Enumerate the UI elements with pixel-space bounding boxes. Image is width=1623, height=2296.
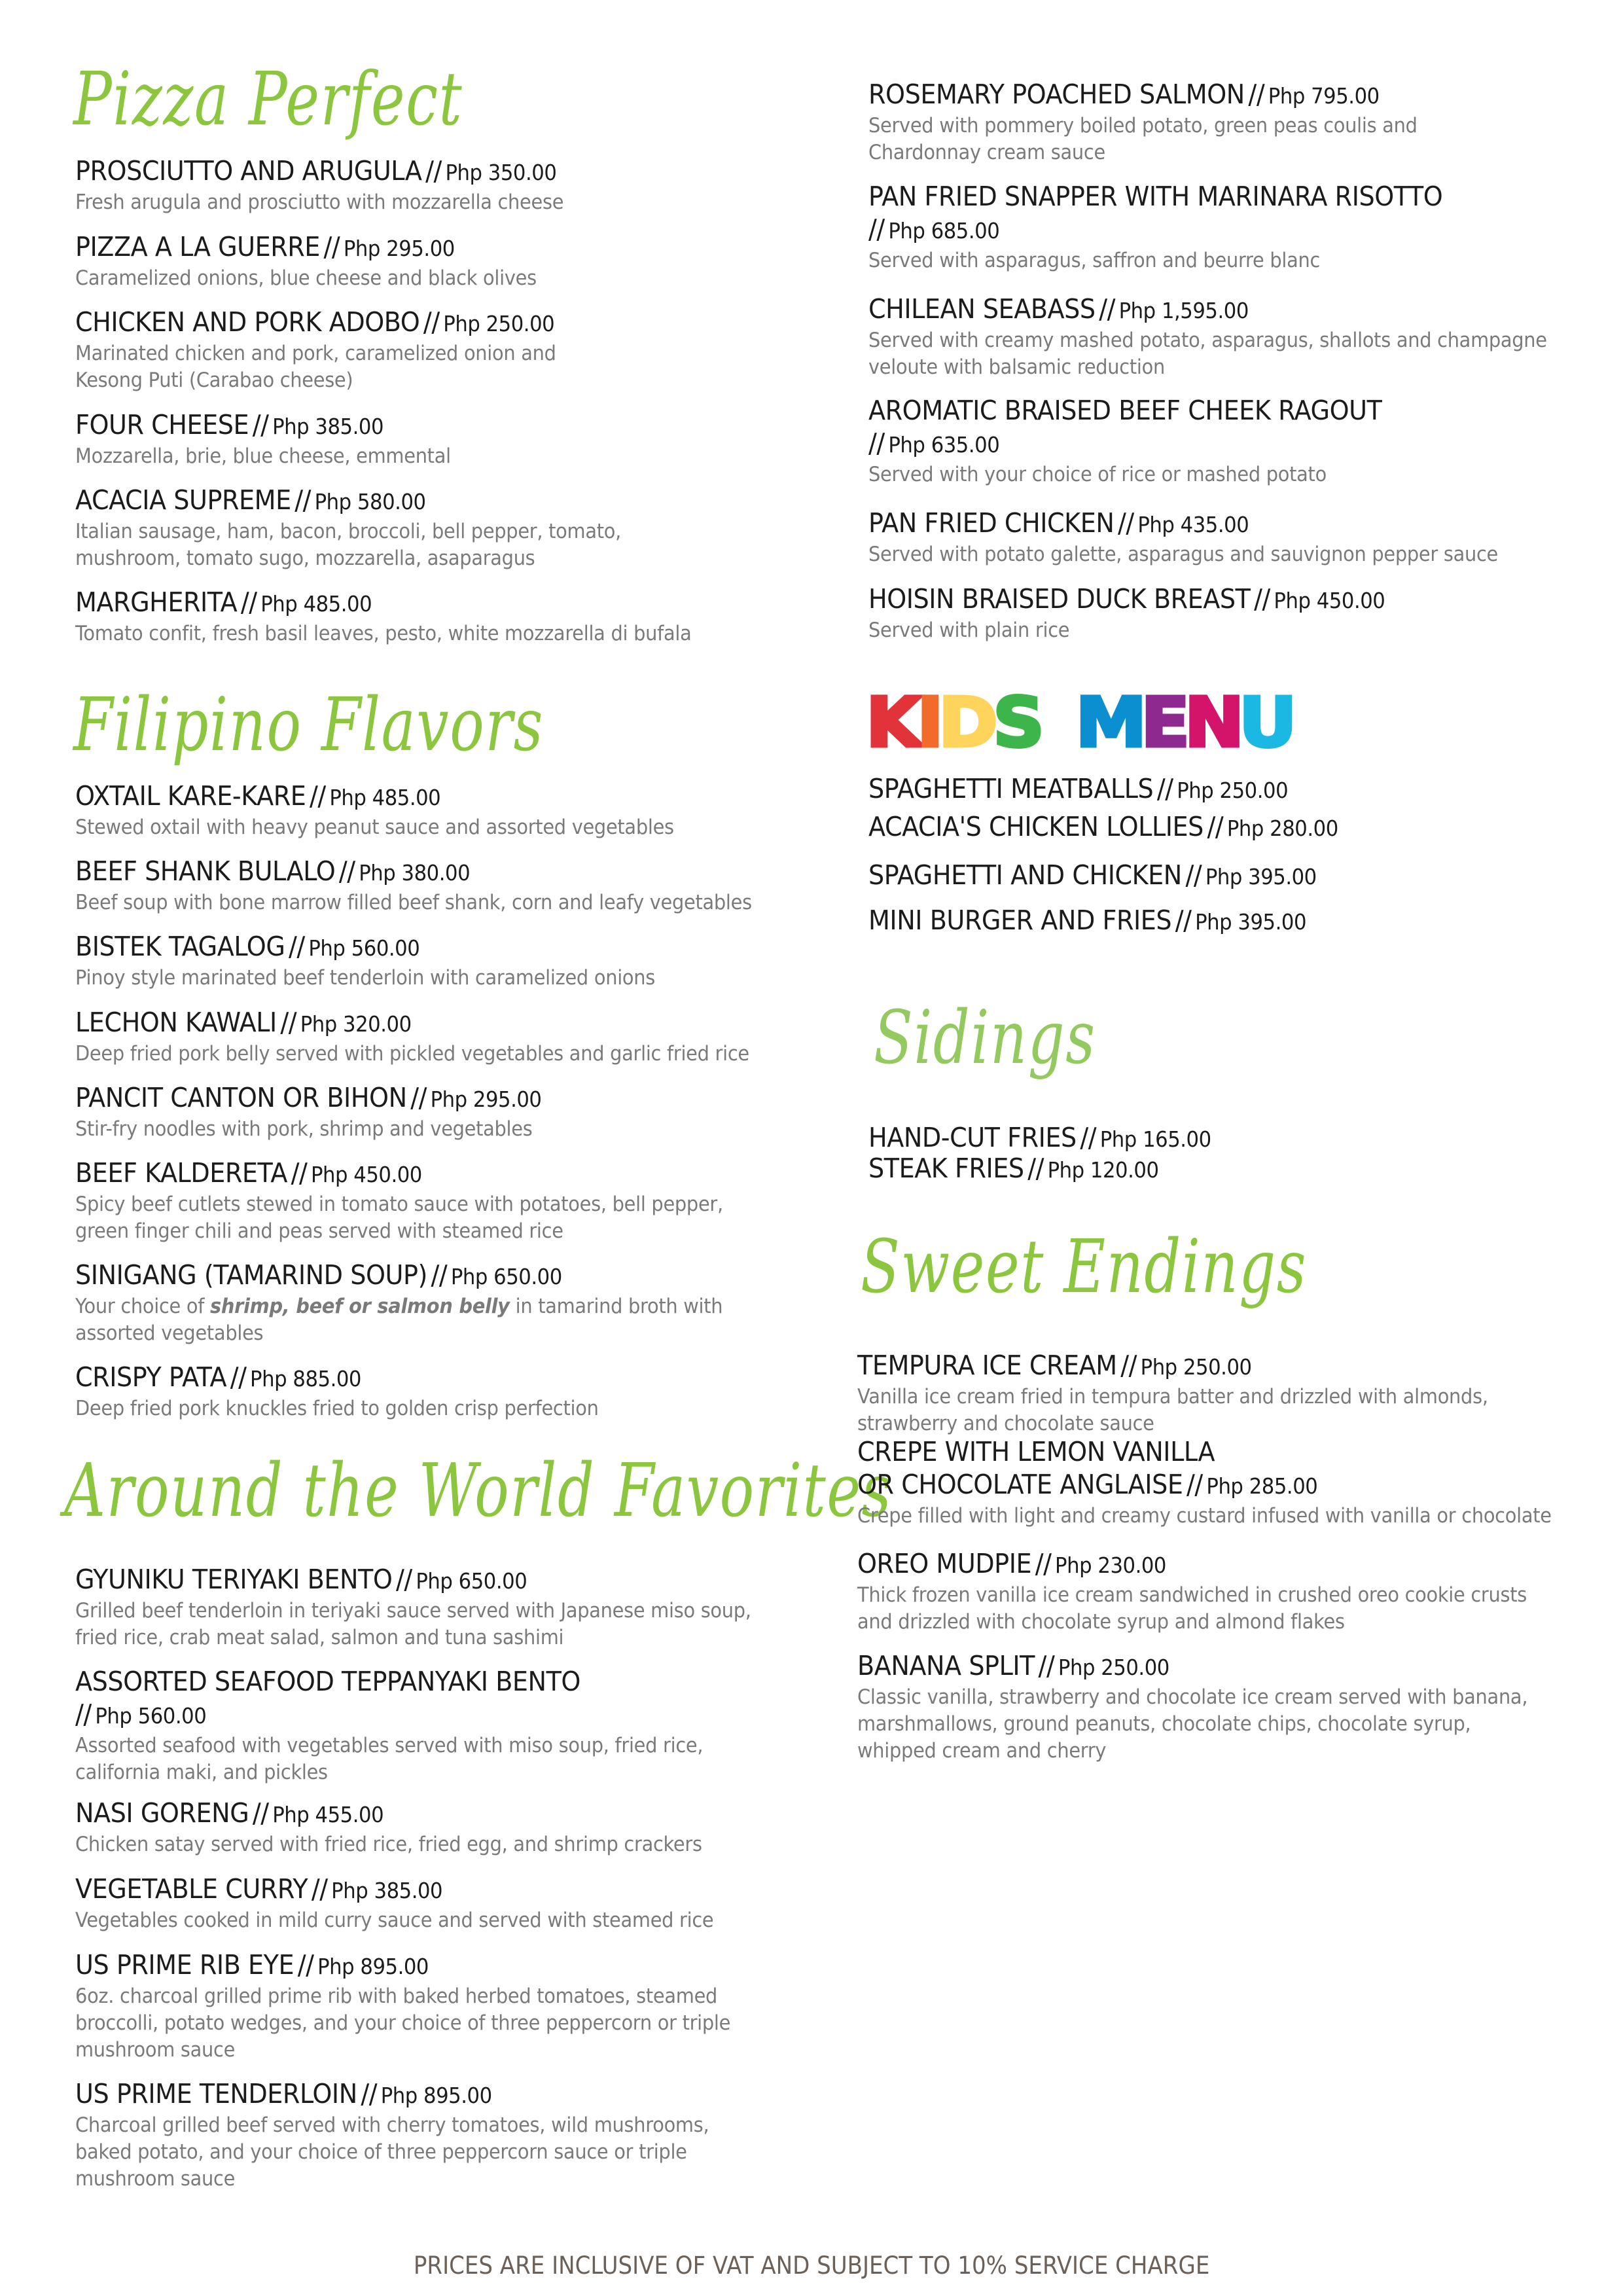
kids-menu-title	[866, 683, 1294, 762]
item-price: Php 450.00	[310, 1162, 422, 1187]
section-title-pizza: Pizza Perfect	[73, 57, 463, 142]
item-description: Stewed oxtail with heavy peanut sauce and assorted vegetables	[75, 816, 674, 839]
desc-text: Your choice of	[75, 1295, 211, 1318]
item-price: Php 250.00	[1058, 1655, 1169, 1680]
menu-item	[868, 772, 1319, 807]
menu-item	[75, 306, 815, 394]
item-name: US PRIME TENDERLOIN	[75, 2078, 357, 2109]
separator: //	[1035, 1548, 1052, 1579]
item-description: veloute with balsamic reduction	[868, 355, 1165, 379]
item-description: mushroom, tomato sugo, mozzarella, asaparagus	[75, 547, 535, 570]
item-description: Caramelized onions, blue cheese and black olives	[75, 266, 537, 290]
separator: //	[1117, 507, 1134, 539]
menu-item	[868, 180, 1608, 274]
separator: //	[410, 1082, 427, 1113]
kids-letter: E	[1141, 683, 1187, 762]
item-price: Php 320.00	[300, 1011, 412, 1037]
menu-item	[75, 930, 815, 992]
item-price: Php 685.00	[888, 218, 1000, 243]
item-description: broccolli, potato wedges, and your choice of three peppercorn or triple	[75, 2011, 731, 2035]
menu-item	[75, 1259, 815, 1347]
item-description: Mozzarella, brie, blue cheese, emmental	[75, 444, 451, 468]
item-price: Php 485.00	[329, 785, 441, 810]
item-description: Fresh arugula and prosciutto with mozzarella cheese	[75, 190, 564, 214]
separator: //	[1038, 1650, 1055, 1681]
separator: //	[240, 586, 257, 618]
item-price: Php 295.00	[343, 236, 455, 261]
item-name: CHICKEN AND PORK ADOBO	[75, 306, 420, 338]
kids-letter: N	[1185, 683, 1242, 762]
menu-item	[868, 810, 1374, 845]
item-price: Php 385.00	[272, 414, 384, 439]
item-description: Crepe filled with light and creamy custard infused with vanilla or chocolate	[857, 1504, 1552, 1528]
item-name: ACACIA SUPREME	[75, 484, 291, 516]
menu-item	[75, 1948, 815, 2064]
menu-item	[75, 1081, 815, 1143]
item-price: Php 560.00	[308, 935, 420, 961]
menu-item	[868, 507, 1608, 568]
kids-letter: I	[916, 683, 941, 762]
item-description: Chardonnay cream sauce	[868, 141, 1105, 164]
menu-item	[868, 904, 1339, 939]
item-name: VEGETABLE CURRY	[75, 1873, 308, 1905]
section-title-filipino: Filipino Flavors	[73, 683, 544, 768]
item-name: BISTEK TAGALOG	[75, 931, 285, 962]
item-name: MARGHERITA	[75, 586, 238, 618]
item-name: MINI BURGER AND FRIES	[868, 905, 1172, 936]
separator: //	[1156, 773, 1173, 804]
item-price: Php 350.00	[445, 160, 557, 185]
item-description: Classic vanilla, strawberry and chocolate ice cream served with banana,	[857, 1685, 1528, 1709]
menu-item	[75, 586, 815, 647]
separator: //	[1175, 905, 1192, 936]
section-title-world: Around the World Favorites	[64, 1448, 892, 1534]
item-description: Served with plain rice	[868, 619, 1070, 642]
menu-item	[75, 154, 815, 216]
item-price: Php 580.00	[314, 489, 426, 514]
menu-item	[75, 230, 815, 292]
separator: //	[338, 855, 355, 887]
separator: //	[425, 155, 442, 187]
item-price: Php 455.00	[272, 1802, 384, 1827]
item-price: Php 295.00	[430, 1086, 542, 1112]
desc-emphasis: shrimp, beef or salmon belly	[210, 1295, 510, 1318]
item-price: Php 795.00	[1268, 83, 1380, 109]
item-name: PROSCIUTTO AND ARUGULA	[75, 155, 422, 187]
item-description: marshmallows, ground peanuts, chocolate chips, chocolate syrup,	[857, 1712, 1471, 1736]
item-name: SPAGHETTI AND CHICKEN	[868, 859, 1182, 891]
item-description: 6oz. charcoal grilled prime rib with baked herbed tomatoes, steamed	[75, 1984, 718, 2008]
item-name: OXTAIL KARE-KARE	[75, 780, 306, 812]
item-price: Php 485.00	[260, 591, 372, 617]
separator: //	[1080, 1122, 1097, 1153]
separator: //	[311, 1873, 328, 1905]
item-name: PAN FRIED CHICKEN	[868, 507, 1115, 539]
separator: //	[230, 1361, 247, 1393]
separator: //	[1185, 859, 1202, 891]
separator: //	[1099, 293, 1116, 325]
menu-item	[75, 780, 815, 841]
separator: //	[297, 1949, 314, 1981]
section-title-sidings: Sidings	[874, 996, 1096, 1081]
separator: //	[1186, 1469, 1203, 1500]
item-description: Beef soup with bone marrow filled beef shank, corn and leafy vegetables	[75, 891, 752, 914]
item-name: ROSEMARY POACHED SALMON	[868, 79, 1245, 110]
item-name: LECHON KAWALI	[75, 1007, 277, 1038]
item-name: CREPE WITH LEMON VANILLA	[857, 1436, 1215, 1467]
item-description: Served with pommery boiled potato, green peas coulis and	[868, 114, 1418, 137]
item-price: Php 380.00	[359, 860, 471, 886]
kids-letter: K	[866, 683, 919, 762]
item-description: Tomato confit, fresh basil leaves, pesto, white mozzarella di bufala	[75, 622, 692, 645]
item-price: Php 165.00	[1099, 1126, 1211, 1152]
service-charge-note: PRICES ARE INCLUSIVE OF VAT AND SUBJECT TO 10% SERVICE CHARGE	[413, 2251, 1210, 2280]
separator: //	[361, 2078, 378, 2109]
item-description: Served with your choice of rice or mashed potato	[868, 463, 1327, 486]
item-name: OREO MUDPIE	[857, 1548, 1032, 1579]
item-description: Chicken satay served with fried rice, fried egg, and shrimp crackers	[75, 1833, 702, 1856]
section-title-sweet: Sweet Endings	[861, 1225, 1308, 1310]
separator: //	[294, 484, 312, 516]
item-description: fried rice, crab meat salad, salmon and tuna sashimi	[75, 1626, 564, 1649]
menu-item	[857, 1349, 1610, 1437]
item-name: HOISIN BRAISED DUCK BREAST	[868, 583, 1251, 615]
item-price: Php 285.00	[1206, 1473, 1318, 1499]
item-price: Php 895.00	[380, 2083, 492, 2108]
item-price: Php 450.00	[1274, 588, 1385, 613]
menu-item	[75, 855, 815, 916]
item-price: Php 250.00	[1177, 778, 1289, 803]
item-price: Php 650.00	[416, 1568, 527, 1594]
menu-item	[857, 1547, 1610, 1636]
item-name: US PRIME RIB EYE	[75, 1949, 294, 1981]
item-name: PIZZA A LA GUERRE	[75, 231, 320, 262]
separator: //	[289, 931, 305, 962]
separator: //	[75, 1698, 92, 1730]
menu-item	[868, 293, 1608, 381]
menu-item	[75, 2077, 815, 2193]
item-description: mushroom sauce	[75, 2038, 236, 2062]
item-description: Pinoy style marinated beef tenderloin with caramelized onions	[75, 966, 656, 990]
separator: //	[1120, 1350, 1137, 1381]
item-price: Php 250.00	[1140, 1354, 1252, 1380]
item-description: assorted vegetables	[75, 1321, 264, 1345]
menu-item	[75, 408, 815, 470]
item-name: STEAK FRIES	[868, 1153, 1024, 1184]
menu-item	[868, 1121, 1237, 1156]
item-description: Served with creamy mashed potato, asparagus, shallots and champagne	[868, 329, 1547, 352]
separator: //	[868, 213, 885, 245]
menu-item	[75, 1157, 815, 1245]
item-name: AROMATIC BRAISED BEEF CHEEK RAGOUT	[868, 395, 1382, 426]
item-description: whipped cream and cherry	[857, 1739, 1107, 1763]
kids-letter: U	[1239, 683, 1294, 762]
item-price: Php 560.00	[95, 1703, 207, 1729]
separator: //	[291, 1157, 308, 1189]
menu-item	[75, 1665, 815, 1786]
menu-item	[75, 1873, 815, 1934]
item-name: GYUNIKU TERIYAKI BENTO	[75, 1564, 393, 1595]
item-description: green finger chili and peas served with steamed rice	[75, 1219, 563, 1243]
separator: //	[252, 1797, 269, 1829]
menu-item	[868, 1152, 1181, 1187]
item-name: HAND-CUT FRIES	[868, 1122, 1077, 1153]
separator: //	[395, 1564, 412, 1595]
kids-letter: M	[1075, 683, 1144, 762]
item-name: FOUR CHEESE	[75, 409, 249, 440]
item-description: Thick frozen vanilla ice cream sandwiched in crushed oreo cookie crusts	[857, 1583, 1527, 1607]
item-description: Served with asparagus, saffron and beurre blanc	[868, 249, 1321, 272]
kids-letter: D	[938, 683, 995, 762]
separator: //	[323, 231, 340, 262]
item-price: Php 395.00	[1205, 864, 1317, 889]
item-price: Php 635.00	[888, 432, 1000, 457]
footer-note	[0, 2251, 1623, 2280]
item-price: Php 885.00	[250, 1366, 361, 1391]
item-description: Served with potato galette, asparagus and sauvignon pepper sauce	[868, 543, 1498, 566]
menu-item	[75, 484, 815, 572]
item-name: CRISPY PATA	[75, 1361, 227, 1393]
item-description: Deep fried pork knuckles fried to golden crisp perfection	[75, 1397, 599, 1420]
menu-item	[868, 583, 1608, 644]
item-price: Php 230.00	[1055, 1552, 1167, 1578]
kids-letter: S	[992, 683, 1042, 762]
item-description: Italian sausage, ham, bacon, broccoli, bell pepper, tomato,	[75, 520, 621, 543]
item-description: baked potato, and your choice of three peppercorn sauce or triple	[75, 2140, 687, 2164]
item-name: PAN FRIED SNAPPER WITH MARINARA RISOTTO	[868, 181, 1443, 212]
item-name: BEEF SHANK BULALO	[75, 855, 336, 887]
item-description: Spicy beef cutlets stewed in tomato sauce with potatoes, bell pepper,	[75, 1193, 723, 1216]
item-price: Php 1,595.00	[1118, 298, 1249, 323]
item-name: BANANA SPLIT	[857, 1650, 1035, 1681]
separator: //	[1248, 79, 1265, 110]
item-name: ACACIA'S CHICKEN LOLLIES	[868, 811, 1204, 842]
menu-item	[868, 78, 1608, 166]
item-name: SINIGANG (TAMARIND SOUP)	[75, 1259, 427, 1291]
item-name: SPAGHETTI MEATBALLS	[868, 773, 1154, 804]
item-description: Deep fried pork belly served with pickled vegetables and garlic fried rice	[75, 1042, 749, 1066]
item-name: NASI GORENG	[75, 1797, 249, 1829]
menu-item	[868, 394, 1608, 488]
item-price: Php 280.00	[1226, 816, 1338, 841]
item-price: Php 435.00	[1137, 512, 1249, 537]
separator: //	[868, 427, 885, 459]
item-description: Kesong Puti (Carabao cheese)	[75, 368, 353, 392]
item-name: CHILEAN SEABASS	[868, 293, 1096, 325]
menu-item	[75, 1006, 815, 1067]
item-description: Charcoal grilled beef served with cherry tomatoes, wild mushrooms,	[75, 2113, 709, 2137]
item-description	[75, 1293, 806, 1320]
menu-item	[857, 1435, 1610, 1530]
separator: //	[252, 409, 269, 440]
item-price: Php 250.00	[443, 311, 555, 336]
item-price: Php 650.00	[450, 1264, 562, 1289]
item-description: strawberry and chocolate sauce	[857, 1412, 1154, 1435]
menu-item	[75, 1797, 815, 1858]
item-price: Php 395.00	[1195, 909, 1307, 935]
separator: //	[1254, 583, 1270, 615]
separator: //	[280, 1007, 297, 1038]
item-name: PANCIT CANTON OR BIHON	[75, 1082, 407, 1113]
item-name: ASSORTED SEAFOOD TEPPANYAKI BENTO	[75, 1666, 580, 1697]
item-description: california maki, and pickles	[75, 1761, 328, 1784]
menu-item	[75, 1361, 815, 1422]
item-name-line2: OR CHOCOLATE ANGLAISE	[857, 1469, 1183, 1500]
separator: //	[431, 1259, 448, 1291]
item-name: BEEF KALDERETA	[75, 1157, 288, 1189]
item-description: mushroom sauce	[75, 2167, 236, 2191]
menu-item	[857, 1649, 1610, 1765]
item-description: Vegetables cooked in mild curry sauce and served with steamed rice	[75, 1909, 714, 1932]
separator: //	[1027, 1153, 1044, 1184]
separator: //	[423, 306, 440, 338]
item-name: TEMPURA ICE CREAM	[857, 1350, 1117, 1381]
item-description: and drizzled with chocolate syrup and almond flakes	[857, 1610, 1345, 1634]
item-description: Grilled beef tenderloin in teriyaki sauce served with Japanese miso soup,	[75, 1599, 751, 1623]
item-description: Stir-fry noodles with pork, shrimp and vegetables	[75, 1117, 533, 1141]
item-price: Php 895.00	[317, 1954, 429, 1979]
item-price: Php 120.00	[1047, 1157, 1159, 1183]
item-description: Vanilla ice cream fried in tempura batter and drizzled with almonds,	[857, 1385, 1488, 1408]
item-description: Marinated chicken and pork, caramelized onion and	[75, 342, 556, 365]
menu-item	[868, 859, 1350, 893]
menu-item	[75, 1563, 815, 1651]
item-description: Assorted seafood with vegetables served with miso soup, fried rice,	[75, 1734, 704, 1757]
item-price: Php 385.00	[331, 1878, 443, 1903]
separator: //	[1207, 811, 1224, 842]
separator: //	[309, 780, 326, 812]
desc-text: in tamarind broth with	[509, 1295, 723, 1318]
